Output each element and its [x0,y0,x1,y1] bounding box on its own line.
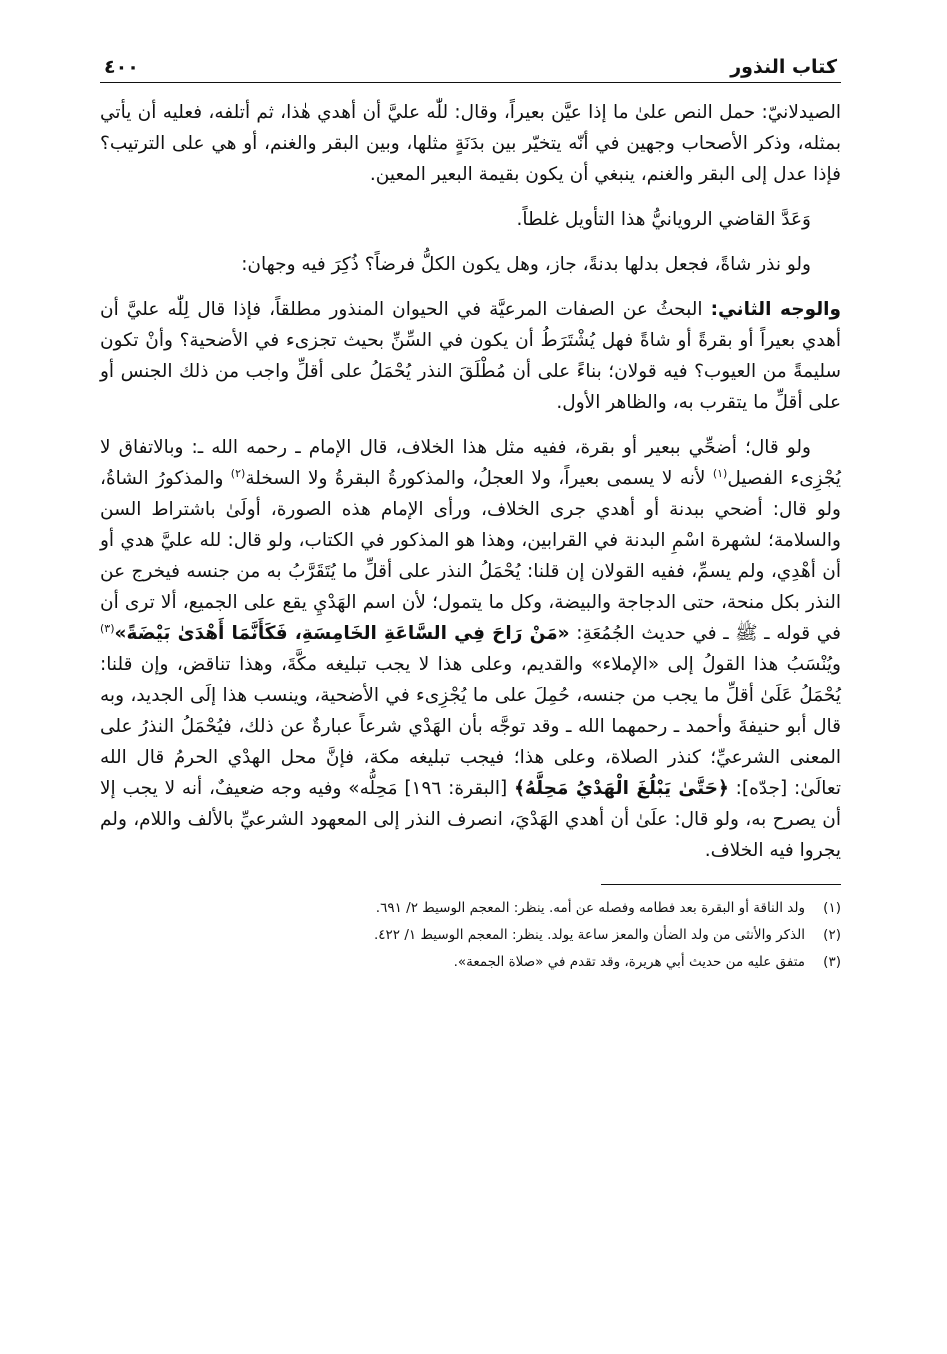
footnotes [100,895,841,976]
page-number: ٤٠٠ [104,56,139,78]
footnote-divider [601,884,841,885]
footnote-ref-1: (١) [712,466,728,480]
footnote-ref-2: (٢) [230,466,246,480]
paragraph-5-part-2: لأنه لا يسمى بعيراً، ولا العجلُ، والمذكورةُ البقرةُ ولا السخلة [245,468,713,489]
footnote-2-text: الذكر والأنثى من ولد الضأن والمعز ساعة يولد. ينظر: المعجم الوسيط ١/ ٤٢٢. [374,927,805,943]
paragraph-5-part-5: [البقرة: ١٩٦] مَحِلُّه» وفيه وجه ضعيفٌ، أنه لا يجب إلا أن يصرح به، ولو قال: علَىٰ أن أهدي الهَدْيَ، انصرف النذر إلى المعهود الشرعيِّ بالألف واللام، ولم يجروا فيه الخلاف. [100,778,841,861]
main-text [100,97,841,866]
paragraph-1 [100,97,841,190]
footnote-1-text: ولد الناقة أو البقرة بعد فطامه وفصله عن أمه. ينظر: المعجم الوسيط ٢/ ٦٩١. [375,900,805,916]
paragraph-3-text: ولو نذر شاةً، فجعل بدلها بدنةً، جاز، وهل يكون الكلُّ فرضاً؟ ذُكِرَ فيه وجهان: [241,254,811,275]
paragraph-4-heading: والوجه الثاني: [710,299,841,320]
footnote-1-number: (١) [823,900,841,916]
footnote-3-text: متفق عليه من حديث أبي هريرة، وقد تقدم في «صلاة الجمعة». [453,954,805,970]
footnote-1 [100,895,841,922]
book-title: كتاب النذور [730,56,837,78]
footnote-2 [100,922,841,949]
paragraph-1-text: الصيدلانيّ: حمل النص علىٰ ما إذا عيَّن بعيراً، وقال: للّٰه عليَّ أن أهدي هٰذا، ثم أتلفه، فعليه أن يأتي بمثله، وذكر الأصحاب وجهين في أنّه يتخيّر بين بدَنَةٍ مثلها، وبين البقر والغنم، أو هي على الترتيب؟ فإذا عدل إلى البقر والغنم، ينبغي أن يكون بقيمة البعير المعين. [100,102,841,185]
hadith-quote: «مَنْ رَاحَ فِي السَّاعَةِ الخَامِسَةِ، فَكَأَنَّمَا أَهْدَىٰ بَيْضَةً» [114,623,570,644]
running-head [100,38,841,83]
paragraph-5 [100,432,841,866]
paragraph-4-text: البحثُ عن الصفات المرعيَّة في الحيوان المنذور مطلقاً، فإذا قال لِلّٰه عليَّ أن أهدي بعيراً أو بقرةً أو شاةً فهل يُشْتَرَطُ أن يكون في السِّنِّ بحيث تجزىء في الأضحية؟ وأنْ تكون سليمةً من العيوب؟ فيه قولان؛ بناءً على أن مُطْلَقَ النذر يُحْمَلُ على أقلِّ واجب من ذلك الجنس أو على أقلِّ ما يتقرب به، والظاهر الأول. [100,299,841,413]
paragraph-4 [100,294,841,418]
footnote-3-number: (٣) [823,954,841,970]
paragraph-5-part-1: ولو قال؛ أضحِّي ببعير أو بقرة، ففيه مثل هذا الخلاف، قال الإمام ـ رحمه الله ـ: وبالاتفاق لا يُجْزِىء الفصيل [100,437,841,489]
footnote-2-number: (٢) [823,927,841,943]
quran-quote: ﴿حَتَّىٰ يَبْلُغَ الْهَدْيُ مَحِلَّهُ﴾ [514,778,729,799]
footnote-3 [100,949,841,976]
paragraph-5-part-3: والمذكورُ الشاةُ، ولو قال: أضحي ببدنة أو أهدي جرى الخلاف، ورأى الإمام هذه الصورة، أولَىٰ باشتراط السن والسلامة؛ لشهرة اسْمِ البدنة في القرابين، وهذا هو المذكور في الكتاب، ولو قال: لله عليَّ هدي أو أن أهْدِي، ولم يسمِّ، ففيه القولان إن قلنا: يُحْمَلُ النذر على أقلِّ ما يُتَقَرَّبُ به من جنسه فيخرج عن النذر بكل منحة، حتى الدجاجة والبيضة، وكل ما يتمول؛ لأن اسم الهَدْيِ يقع على الجميع، ألا ترى أن في قوله ـ ﷺ ـ في حديث الجُمُعَةِ: [100,468,842,644]
footnote-ref-3: (٣) [100,621,115,635]
paragraph-5-part-4: ويُنْسَبُ هذا القولُ إلى «الإملاء» والقديم، وعلى هذا لا يجب تبليغه مكَّةَ، وهذا تناقض، وإن قلنا: يُحْمَلُ عَلَىٰ أقلِّ ما يجب من جنسه، حُمِلَ على ما يُجْزِىء في الأضحية، وينسب هذا إلَى الجديد، وبه قال أبو حنيفةَ وأحمد ـ رحمهما الله ـ وقد توجَّه بأن الهَدْي شرعاً عبارةٌ عن ذلك، فيُحْمَلُ النذرُ على المعنى الشرعيِّ؛ كنذر الصلاة، وعلى هذا؛ فيجب تبليغه مكة، فإنَّ محل الهدْي الحرمُ قال الله تعالَىٰ: [جدّه]: [100,654,841,799]
paragraph-2-text: وَعَدَّ القاضي الرويانيُّ هذا التأويل غلطاً. [516,209,811,230]
paragraph-3 [100,249,841,280]
paragraph-2 [100,204,841,235]
